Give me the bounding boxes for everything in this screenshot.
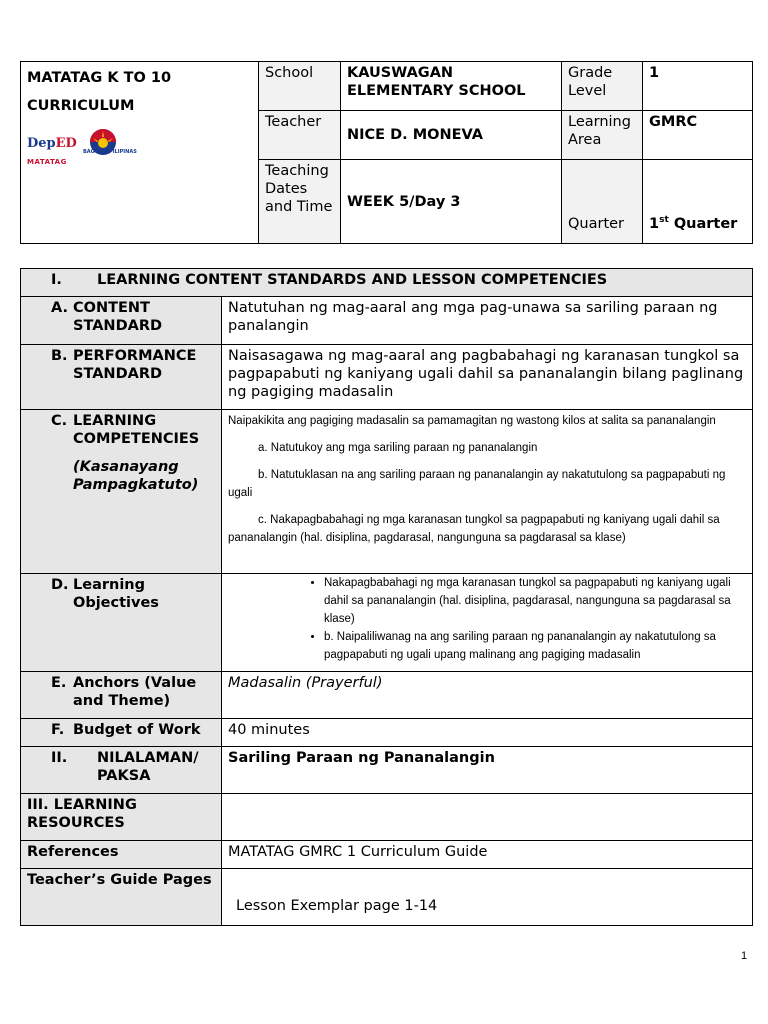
objective-item: • b. Naipaliliwanag na ang sariling paraan ng pananalangin ay nakatutulong sa pagpapabuti ng ugali upang malinang ang pagiging madasalin xyxy=(324,628,746,664)
competency-b: b. Natutuklasan na ang sariling paraan ng pananalangin ay nakatutulong sa pagpapabuti ng ugali xyxy=(228,469,726,499)
section1-header: I. LEARNING CONTENT STANDARDS AND LESSON COMPETENCIES xyxy=(21,269,753,297)
quarter-value: 1st Quarter xyxy=(643,160,753,244)
objective-item: • Nakapagbabahagi ng mga karanasan tungkol sa pagpapabuti ng kaniyang ugali dahil sa pananalangin (hal. disiplina, pagdarasal, nangunguna sa pagdarasal sa klase) xyxy=(324,574,746,628)
performance-standard-label: B. PERFORMANCE STANDARD xyxy=(21,345,222,410)
competency-a: a. Natutukoy ang mga sariling paraan ng pananalangin xyxy=(258,442,538,454)
performance-standard-value: Naisasagawa ng mag-aaral ang pagbabahagi ng karanasan tungkol sa pagpapabuti ng kaniyang ugali dahil sa pananalangin bilang paglinang ng pagiging madasalin xyxy=(222,345,753,410)
logos xyxy=(27,128,252,166)
curriculum-cell xyxy=(21,62,259,244)
references-value: MATATAG GMRC 1 Curriculum Guide xyxy=(222,841,753,869)
anchors-value: Madasalin (Prayerful) xyxy=(222,672,753,719)
learning-resources-label: III. LEARNING RESOURCES xyxy=(21,794,222,841)
deped-logo: DepED MATATAG xyxy=(27,136,77,166)
area-value: GMRC xyxy=(643,111,753,160)
grade-value: 1 xyxy=(643,62,753,111)
references-label: References xyxy=(21,841,222,869)
teachers-guide-label: Teacher’s Guide Pages xyxy=(21,869,222,926)
teacher-value: NICE D. MONEVA xyxy=(341,111,562,160)
lesson-table xyxy=(20,268,753,926)
school-value: KAUSWAGAN ELEMENTARY SCHOOL xyxy=(341,62,562,111)
competency-intro: Naipakikita ang pagiging madasalin sa pamamagitan ng wastong kilos at salita sa pananalangin xyxy=(228,415,716,427)
content-topic-value: Sariling Paraan ng Pananalangin xyxy=(222,747,753,794)
quarter-label: Quarter xyxy=(562,160,643,244)
learning-objectives-label: D. Learning Objectives xyxy=(21,574,222,672)
objectives-list xyxy=(228,574,746,664)
dates-value: WEEK 5/Day 3 xyxy=(341,160,562,244)
content-standard-label: A. CONTENT STANDARD xyxy=(21,297,222,345)
learning-competencies-value xyxy=(222,410,753,574)
header-table xyxy=(20,61,753,244)
curriculum-title: MATATAG K TO 10 CURRICULUM xyxy=(27,70,172,114)
bagong-pilipinas-logo: BAGONG PILIPINAS xyxy=(83,128,123,166)
grade-label: Grade Level xyxy=(562,62,643,111)
area-label: Learning Area xyxy=(562,111,643,160)
anchors-label: E. Anchors (Value and Theme) xyxy=(21,672,222,719)
learning-resources-value xyxy=(222,794,753,841)
budget-value: 40 minutes xyxy=(222,719,753,747)
page-number: 1 xyxy=(741,950,748,962)
teachers-guide-value: Lesson Exemplar page 1-14 xyxy=(222,869,753,926)
budget-label: F. Budget of Work xyxy=(21,719,222,747)
competency-c: c. Nakapagbabahagi ng mga karanasan tungkol sa pagpapabuti ng kaniyang ugali dahil sa pananalangin (hal. disiplina, pagdarasal, nangunguna sa pagdarasal sa klase) xyxy=(228,514,720,544)
content-topic-label: II. NILALAMAN/ PAKSA xyxy=(21,747,222,794)
content-standard-value: Natutuhan ng mag-aaral ang mga pag-unawa sa sariling paraan ng panalangin xyxy=(222,297,753,345)
learning-competencies-label: C. LEARNING COMPETENCIES (Kasanayang Pampagkatuto) xyxy=(21,410,222,574)
teacher-label: Teacher xyxy=(259,111,341,160)
learning-objectives-value xyxy=(222,574,753,672)
dates-label: Teaching Dates and Time xyxy=(259,160,341,244)
school-label: School xyxy=(259,62,341,111)
